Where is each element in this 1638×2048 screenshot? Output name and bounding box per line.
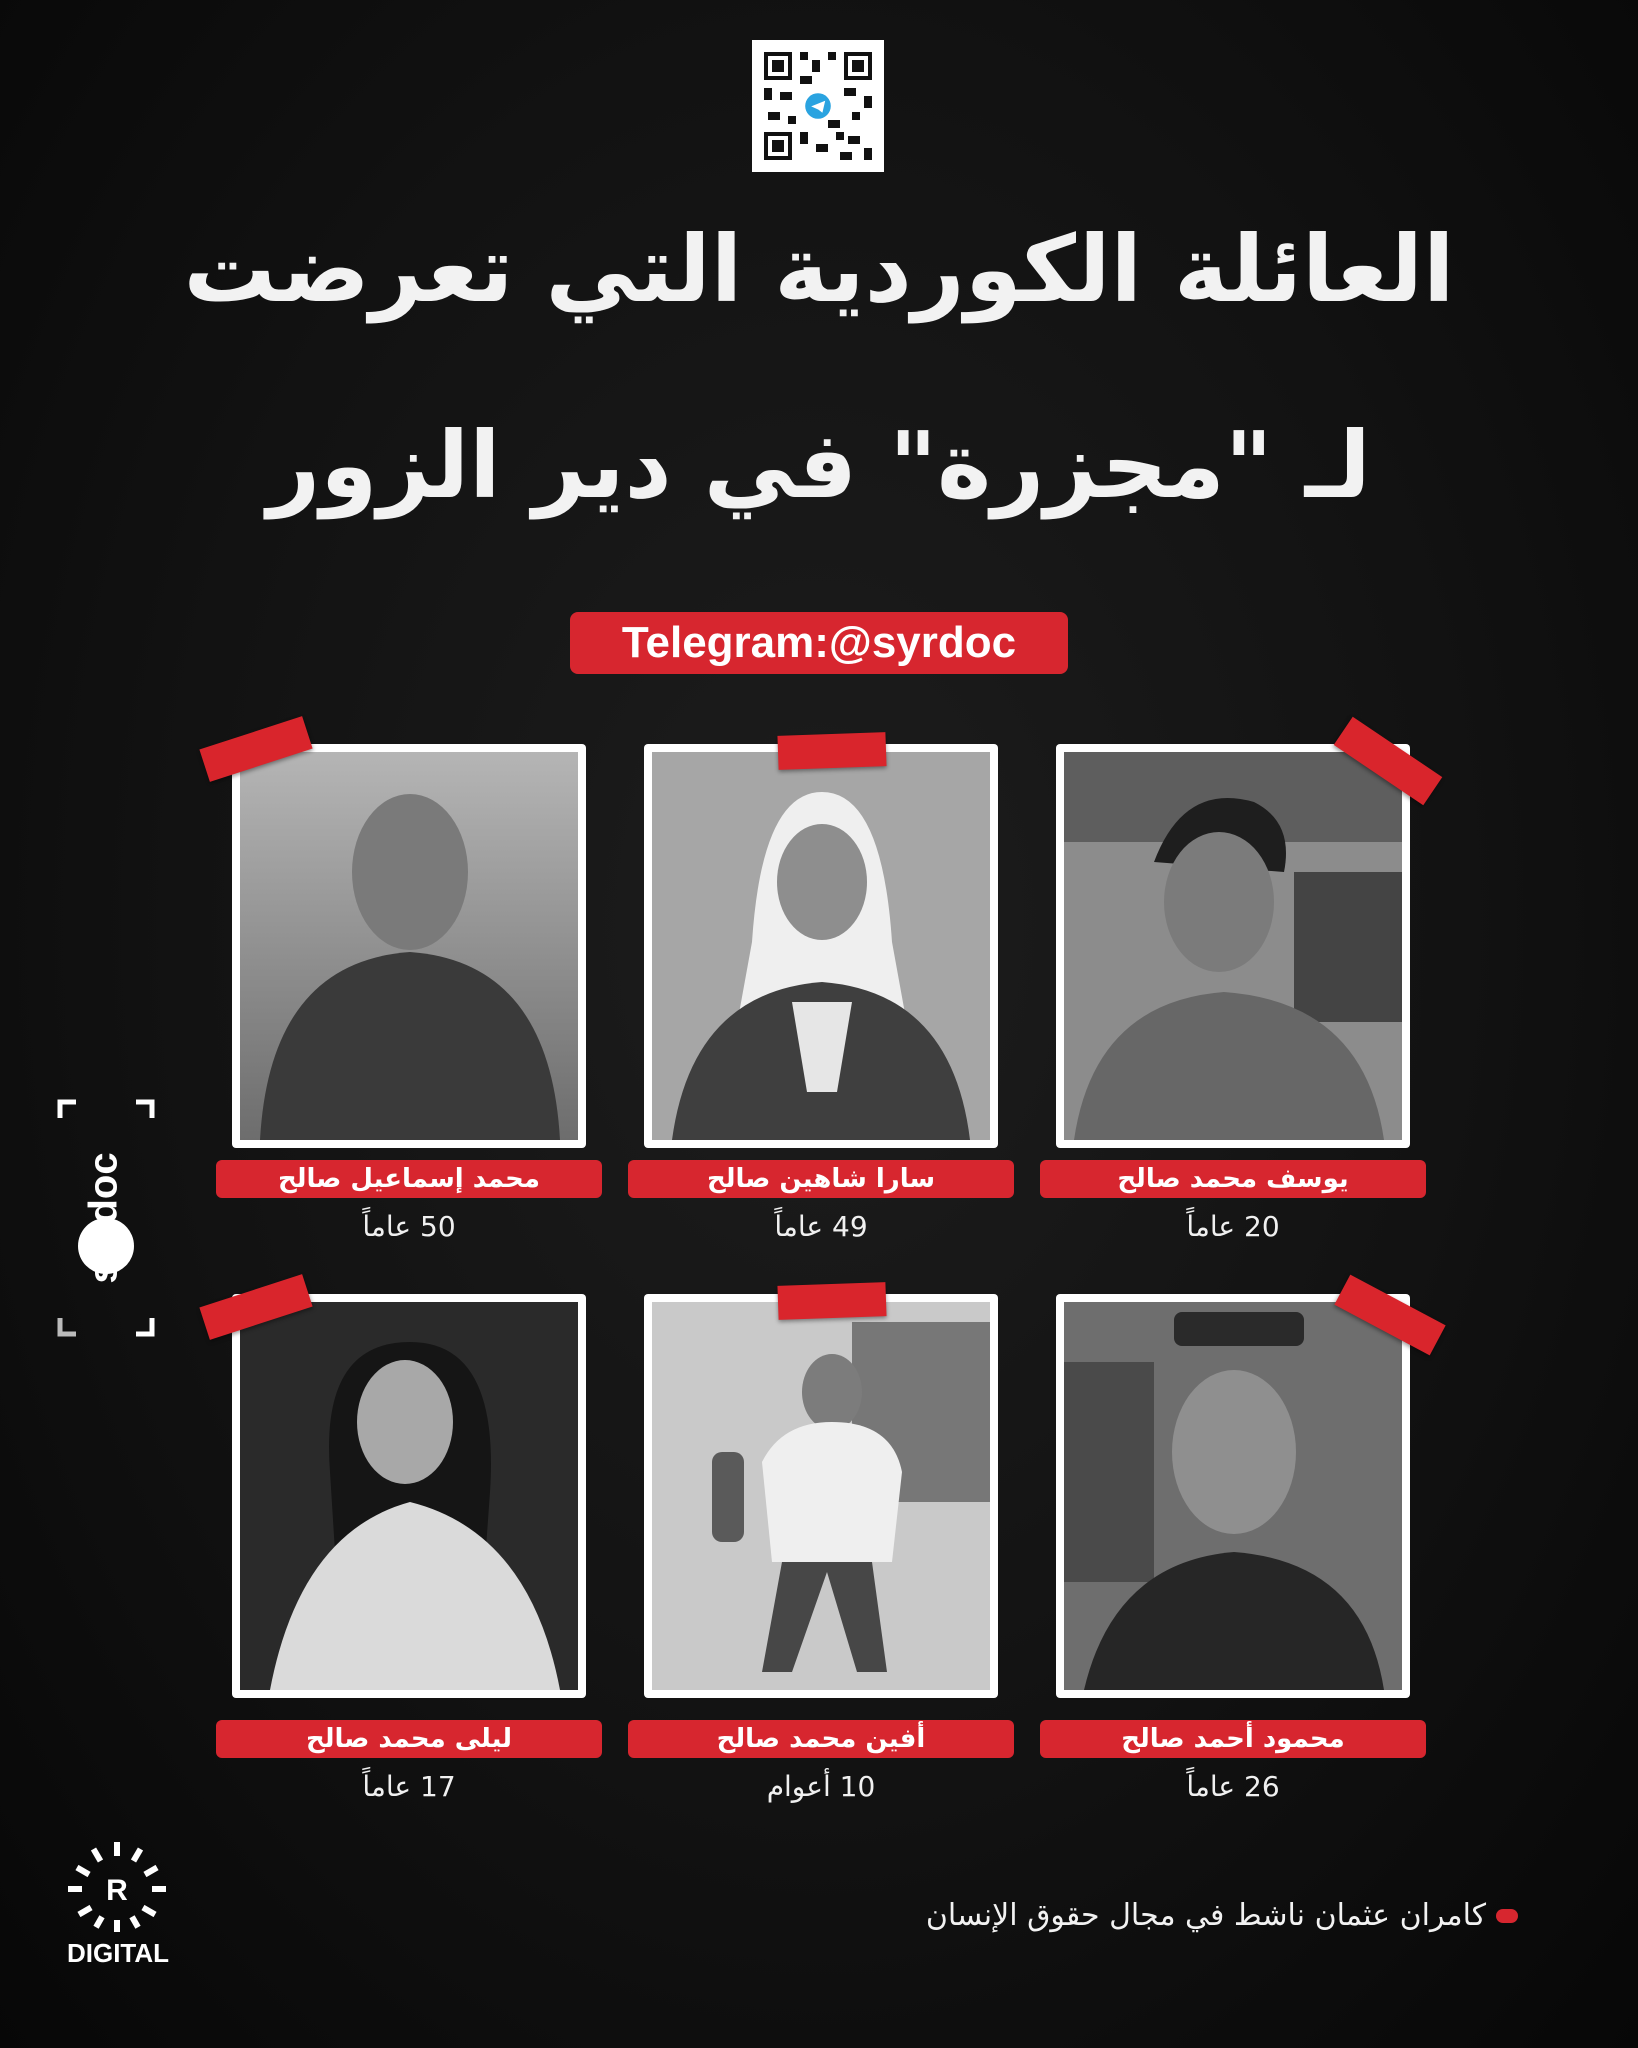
victim-name-label: ليلى محمد صالح: [216, 1720, 602, 1758]
victim-age-label: 26 عاماً: [1186, 1770, 1280, 1803]
victim-age-label: 10 أعوام: [766, 1770, 876, 1803]
victim-photo: [240, 1302, 578, 1690]
rudaw-logo-text: DIGITAL: [66, 1938, 170, 1968]
victim-photo-card: [644, 744, 998, 1148]
victim-photo-card: [644, 1294, 998, 1698]
red-tape: [777, 1282, 886, 1320]
telegram-handle-badge[interactable]: Telegram:@syrdoc: [570, 612, 1068, 674]
victim-photo: [652, 1302, 990, 1690]
victim-photo-card: [232, 744, 586, 1148]
victim-photo-card: [232, 1294, 586, 1698]
red-tape: [777, 732, 886, 770]
victim-age-label: 17 عاماً: [362, 1770, 456, 1803]
victim-age-label: 20 عاماً: [1186, 1210, 1280, 1243]
victim-name-label: محمد إسماعيل صالح: [216, 1160, 602, 1198]
credit-text: كامران عثمان ناشط في مجال حقوق الإنسان: [925, 1898, 1486, 1933]
victim-name-label: محمود أحمد صالح: [1040, 1720, 1426, 1758]
victim-age-label: 49 عاماً: [774, 1210, 868, 1243]
syrdoc-logo-text: syrdoc: [81, 1152, 126, 1284]
headline-line-1: العائلة الكوردية التي تعرضت: [183, 216, 1455, 323]
victim-name-label: أفين محمد صالح: [628, 1720, 1014, 1758]
victim-photo: [1064, 752, 1402, 1140]
qr-code[interactable]: [752, 40, 884, 172]
victim-photo: [1064, 1302, 1402, 1690]
victim-photo-card: [1056, 1294, 1410, 1698]
rudaw-digital-logo: [56, 1838, 180, 1968]
photo-credit: [926, 1898, 1518, 1933]
victim-photo: [240, 752, 578, 1140]
victim-photo: [652, 752, 990, 1140]
victim-name-label: يوسف محمد صالح: [1040, 1160, 1426, 1198]
rudaw-logo-letter: R: [106, 1874, 128, 1907]
credit-bullet-icon: [1496, 1909, 1518, 1923]
victim-name-label: سارا شاهين صالح: [628, 1160, 1014, 1198]
syrdoc-logo: [56, 1098, 156, 1338]
victim-age-label: 50 عاماً: [362, 1210, 456, 1243]
headline-line-2: لـ "مجزرة" في دير الزور: [267, 412, 1371, 519]
victim-photo-card: [1056, 744, 1410, 1148]
